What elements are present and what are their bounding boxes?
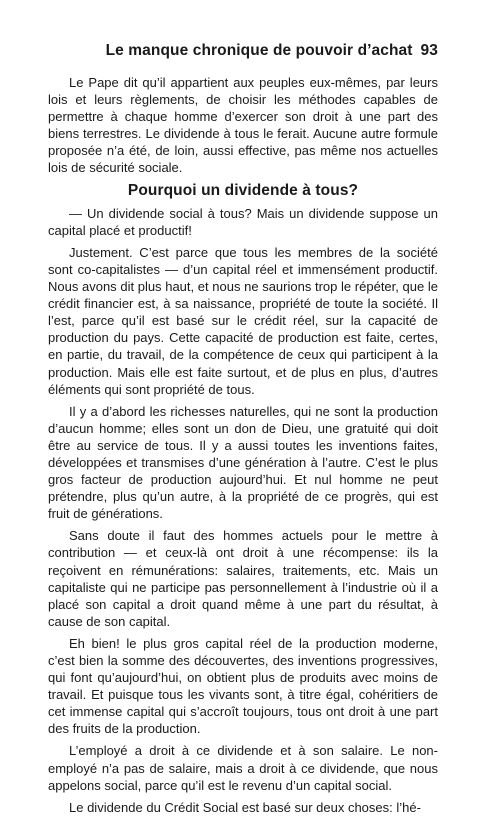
paragraph: Le dividende du Crédit Social est basé sur deux choses: l’hé- [69, 799, 421, 815]
running-title: Le manque chronique de pouvoir d’achat [105, 42, 413, 59]
paragraph: Justement. C’est parce que tous les membres de la société sont co-capitalistes — d’un capital réel et immensément productif. Nous avons dit plus haut, et nous ne saurions trop le répéter, que le crédit financier est, à sa naissance, propriété de toute la société. Il l’est, parce qu’il est basé sur le crédit réel, sur la capacité de production du pays. Cette capacité de production est faite, certes, en partie, du travail, de la compétence de ceux qui participent à la production. Mais elle est faite surtout, et de plus en plus, d’autres éléments qui sont propriété de tous. [48, 244, 438, 397]
running-header [106, 42, 438, 60]
paragraph: L’employé a droit à ce dividende et à son salaire. Le non-employé n’a pas de salaire, mais a droit à ce dividende, que nous appelons social, parce qu’il est le revenu d’un capital social. [48, 743, 438, 793]
paragraph: — Un dividende social à tous? Mais un dividende suppose un capital placé et productif! [48, 205, 438, 238]
paragraph: Le Pape dit qu’il appartient aux peuples eux-mêmes, par leurs lois et leurs règlements, de choisir les méthodes capables de permettre à chaque homme d’exercer son droit à une part des biens terrestres. Le dividende à tous le ferait. Aucune autre formule proposée n’a été, de loin, aussi effective, pas même nos actuelles lois de sécurité sociale. [48, 75, 438, 176]
page-number: 93 [420, 42, 438, 59]
paragraph: Il y a d’abord les richesses naturelles, qui ne sont la production d’aucun homme; elles sont un don de Dieu, une gratuité qui doit être au service de tous. Il y a aussi toutes les inventions faites, développées et transmises d’une génération à l’autre. C’est le plus gros facteur de production aujourd’hui. Et nul homme ne peut prétendre, plus qu’un autre, à la propriété de ce progrès, qui est fruit de générations. [48, 403, 438, 522]
paragraph: Eh bien! le plus gros capital réel de la production moderne, c’est bien la somme des découvertes, des inventions progressives, qui font qu’aujourd’hui, on obtient plus de produits avec moins de travail. Et puisque tous les vivants sont, à titre égal, cohéritiers de cet immense capital qui s’accroît toujours, tous ont droit à une part des fruits de la production. [48, 635, 438, 737]
section-heading: Pourquoi un dividende à tous? [127, 181, 359, 199]
body-text [48, 74, 438, 821]
paragraph: Sans doute il faut des hommes actuels pour le mettre à contribution — et ceux-là ont droit à une récompense: ils la reçoivent en rémunérations: salaires, traitements, etc. Mais un capitaliste qui ne participe pas personnellement à l’industrie où il a placé son capital a droit quand même à une part du résultat, à cause de son capital. [48, 528, 438, 629]
